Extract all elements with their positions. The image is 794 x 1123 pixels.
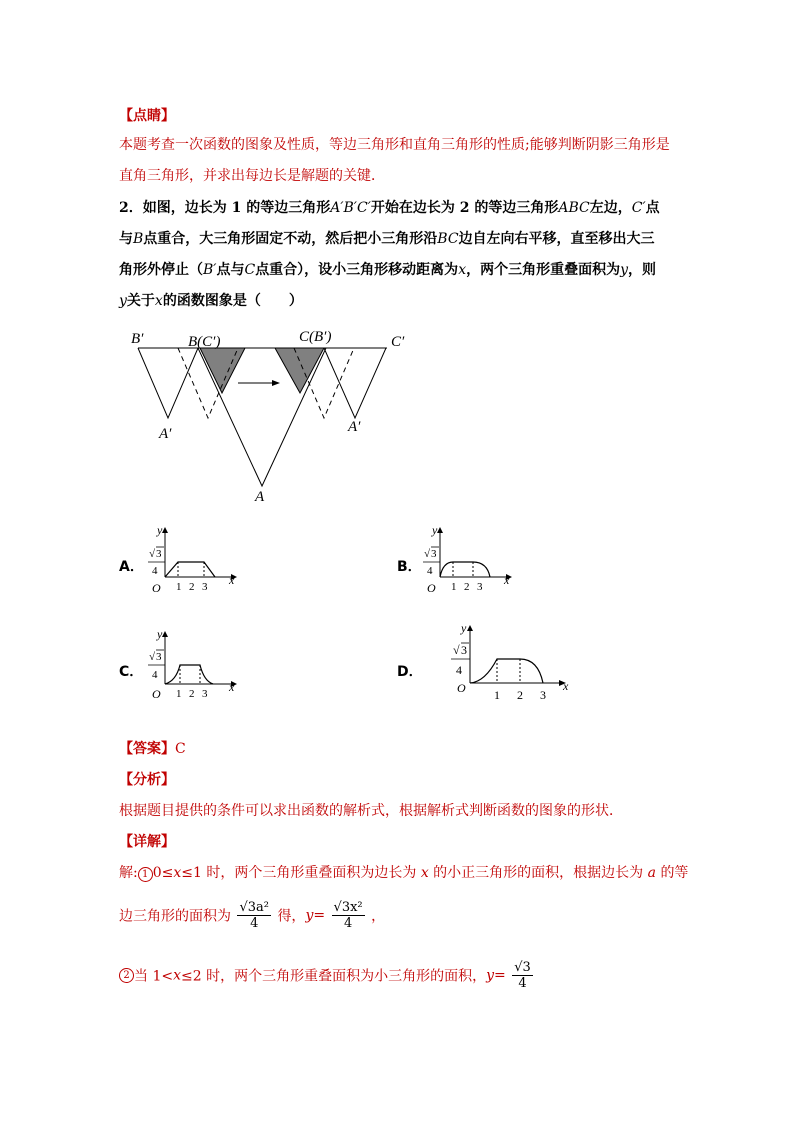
tick-1: 1 bbox=[494, 688, 500, 702]
label-a-prime-right: A′ bbox=[348, 419, 361, 435]
option-d-graph[interactable] bbox=[435, 618, 575, 703]
tick-2: 2 bbox=[189, 581, 195, 593]
option-b-label[interactable]: B． bbox=[397, 559, 422, 575]
y-label: y bbox=[432, 523, 438, 537]
tick-2: 2 bbox=[464, 581, 470, 593]
small-triangle-right bbox=[324, 348, 386, 418]
label-c-b-prime: C(B′) bbox=[299, 329, 332, 345]
shaded-overlap-right bbox=[275, 348, 324, 393]
small-triangle-left bbox=[138, 348, 198, 418]
fraction-area-formula: $\frac{\text{√3a²}}{4}$ bbox=[239, 900, 269, 931]
den: 4 bbox=[152, 565, 158, 577]
detail-tag: 【详解】 bbox=[119, 834, 175, 850]
origin: O bbox=[457, 681, 466, 695]
y-label: y bbox=[461, 621, 467, 635]
x-label: x bbox=[563, 679, 569, 693]
label-c-prime: C′ bbox=[391, 334, 405, 350]
tick-1: 1 bbox=[176, 581, 182, 593]
sqrt-sign: √ bbox=[453, 643, 460, 657]
option-a-graph[interactable] bbox=[140, 522, 250, 602]
answer-value: C bbox=[175, 741, 186, 757]
curve bbox=[165, 562, 215, 577]
question-line2: 与B点重合，大三角形固定不动，然后把小三角形沿BC边自左向右平移，直至移出大三 bbox=[119, 231, 655, 247]
tick-2: 2 bbox=[189, 688, 195, 700]
question-line3: 角形外停止（B′点与C点重合），设小三角形移动距离为x，两个三角形重叠面积为y，则 bbox=[119, 262, 657, 278]
label-b-prime: B′ bbox=[131, 331, 144, 347]
fraction-y-formula: $\frac{\text{√3x²}}{4}$ bbox=[333, 900, 363, 931]
option-c-label[interactable]: C． bbox=[119, 664, 144, 680]
label-b-c-prime: B(C′) bbox=[188, 334, 221, 350]
detail-line2: 边三角形的面积为 $\frac{\text{√3a²}}{4}$ 得，y= $\frac{\text{√3x²}}{4}$ ， bbox=[119, 900, 386, 931]
option-b-graph[interactable] bbox=[415, 522, 525, 602]
sqrt-sign: √ bbox=[424, 548, 431, 560]
origin: O bbox=[152, 687, 161, 701]
y-axis-arrow-icon bbox=[437, 527, 443, 533]
sqrt-sign: √ bbox=[149, 651, 156, 663]
curve bbox=[165, 665, 213, 684]
y-label: y bbox=[157, 627, 163, 641]
tick-1: 1 bbox=[176, 688, 182, 700]
fraction-y-value: $\frac{√3}{4}$ bbox=[514, 960, 531, 991]
label-a-prime-left: A′ bbox=[159, 426, 172, 442]
circled-two-icon: 2 bbox=[119, 968, 134, 983]
detail-line3: 2 当 1<x≤2 时，两个三角形重叠面积为小三角形的面积，y= $\frac{√3}{4}$ bbox=[119, 960, 535, 991]
detail-line1: 解: 1 0≤x≤1 时，两个三角形重叠面积为边长为 x 的小正三角形的面积，根据边长为 a 的等 bbox=[119, 865, 689, 881]
sqrt-sign: √ bbox=[149, 548, 156, 560]
curve bbox=[470, 659, 543, 683]
tick-3: 3 bbox=[540, 688, 546, 702]
x-label: x bbox=[229, 573, 235, 587]
option-c-graph[interactable] bbox=[140, 626, 250, 706]
answer-line bbox=[119, 738, 186, 758]
tick-3: 3 bbox=[202, 688, 208, 700]
option-a-label[interactable]: A． bbox=[119, 559, 144, 575]
den: 4 bbox=[152, 669, 158, 681]
question-line1: 2．如图，边长为 1 的等边三角形A′B′C′开始在边长为 2 的等边三角形ABC左边，C′点 bbox=[119, 200, 660, 216]
shaded-overlap-left bbox=[200, 348, 245, 393]
y-axis-arrow-icon bbox=[162, 527, 168, 533]
answer-tag: 【答案】 bbox=[119, 741, 175, 757]
x-label: x bbox=[229, 680, 235, 694]
tick-1: 1 bbox=[451, 581, 457, 593]
tick-3: 3 bbox=[202, 581, 208, 593]
y-label: y bbox=[157, 523, 163, 537]
circled-one-icon: 1 bbox=[138, 867, 153, 882]
origin: O bbox=[427, 581, 436, 595]
y-axis-arrow-icon bbox=[467, 625, 473, 631]
dianjing-line1: 本题考查一次函数的图象及性质，等边三角形和直角三角形的性质;能够判断阴影三角形是 bbox=[119, 137, 670, 153]
question-line4: y关于x的函数图象是（ ） bbox=[119, 293, 303, 309]
den: 4 bbox=[456, 663, 462, 677]
dianjing-tag: 【点睛】 bbox=[119, 108, 175, 124]
x-label: x bbox=[504, 573, 510, 587]
curve bbox=[440, 562, 490, 577]
origin: O bbox=[152, 581, 161, 595]
option-d-label[interactable]: D． bbox=[397, 664, 423, 680]
tick-2: 2 bbox=[517, 688, 523, 702]
sqrt-num: 3 bbox=[156, 651, 162, 663]
analysis-text: 根据题目提供的条件可以求出函数的解析式，根据解析式判断函数的图象的形状． bbox=[119, 803, 623, 819]
dianjing-line2: 直角三角形，并求出每边长是解题的关键． bbox=[119, 168, 385, 184]
analysis-tag: 【分析】 bbox=[119, 772, 175, 788]
tick-3: 3 bbox=[477, 581, 483, 593]
y-axis-arrow-icon bbox=[162, 631, 168, 637]
den: 4 bbox=[427, 565, 433, 577]
triangle-figure bbox=[110, 322, 420, 512]
arrow-icon bbox=[272, 380, 280, 386]
sqrt-num: 3 bbox=[156, 548, 162, 560]
sqrt-num: 3 bbox=[431, 548, 437, 560]
sqrt-num: 3 bbox=[461, 643, 467, 657]
label-a: A bbox=[255, 489, 265, 505]
